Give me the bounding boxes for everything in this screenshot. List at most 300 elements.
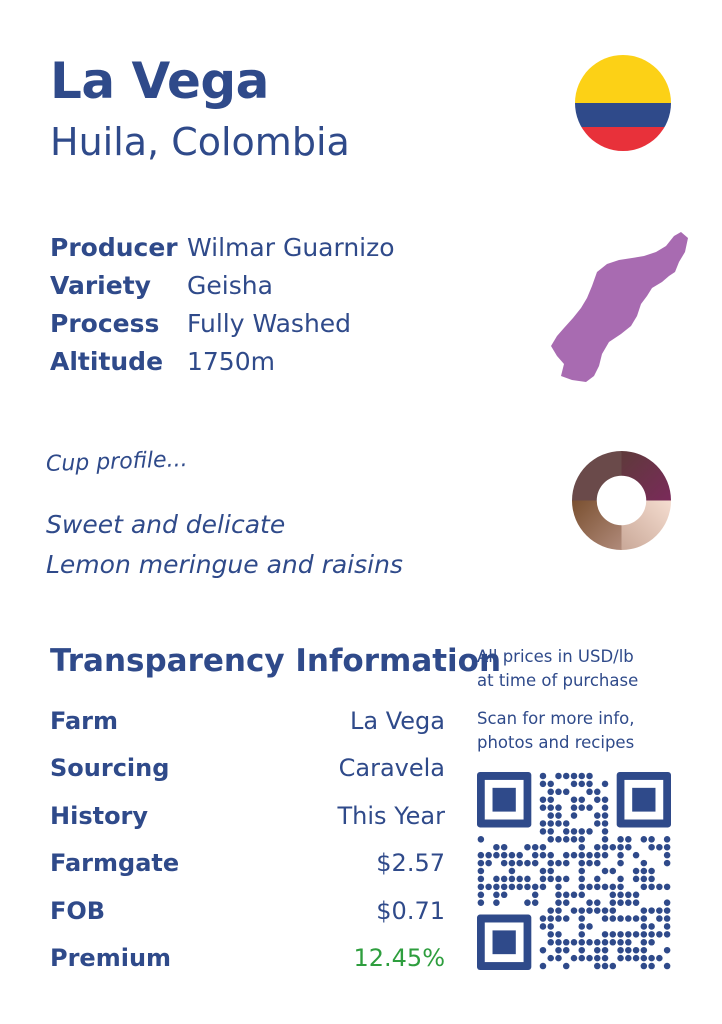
- qr-module: [641, 860, 648, 867]
- row-label: FOB: [50, 896, 106, 925]
- transparency-table: [50, 697, 445, 982]
- qr-module: [509, 876, 516, 883]
- qr-module: [594, 812, 601, 819]
- qr-module: [617, 947, 624, 954]
- qr-module: [610, 844, 617, 851]
- qr-module: [602, 844, 609, 851]
- cup-profile-heading: Cup profile...: [45, 447, 188, 477]
- cup-note: Sweet and delicate: [46, 510, 286, 539]
- qr-module: [493, 892, 500, 899]
- qr-module: [579, 828, 586, 835]
- qr-module: [563, 773, 570, 780]
- detail-label: Altitude: [50, 346, 164, 376]
- qr-module: [524, 876, 531, 883]
- qr-module: [579, 907, 586, 914]
- qr-module: [501, 876, 508, 883]
- detail-row-process: [50, 304, 395, 342]
- qr-module: [532, 884, 539, 891]
- qr-module: [610, 899, 617, 906]
- qr-module: [579, 773, 586, 780]
- qr-module: [555, 931, 562, 938]
- qr-module: [633, 947, 640, 954]
- qr-module: [641, 884, 648, 891]
- qr-module: [547, 939, 554, 946]
- qr-module: [617, 892, 624, 899]
- price-note: [477, 645, 638, 693]
- qr-module: [594, 820, 601, 827]
- detail-label: Variety: [50, 270, 151, 300]
- qr-module: [579, 884, 586, 891]
- qr-module: [478, 836, 485, 843]
- qr-module: [602, 820, 609, 827]
- qr-module: [648, 836, 655, 843]
- qr-module: [664, 923, 671, 930]
- qr-module: [563, 892, 570, 899]
- qr-module: [664, 852, 671, 859]
- qr-module: [579, 836, 586, 843]
- cup-note: Lemon meringue and raisins: [46, 550, 403, 579]
- qr-module: [540, 804, 547, 811]
- qr-module: [664, 860, 671, 867]
- qr-module: [516, 860, 523, 867]
- qr-module: [547, 923, 554, 930]
- qr-module: [617, 844, 624, 851]
- qr-module: [501, 860, 508, 867]
- qr-module: [656, 915, 663, 922]
- qr-module: [547, 804, 554, 811]
- detail-row-altitude: [50, 342, 395, 380]
- qr-module: [641, 836, 648, 843]
- qr-module: [594, 939, 601, 946]
- qr-module: [571, 812, 578, 819]
- qr-module: [648, 931, 655, 938]
- qr-module: [625, 955, 632, 962]
- qr-module: [617, 852, 624, 859]
- qr-module: [586, 939, 593, 946]
- qr-module: [594, 789, 601, 796]
- qr-module: [555, 773, 562, 780]
- qr-module: [664, 836, 671, 843]
- qr-module: [563, 939, 570, 946]
- qr-module: [532, 860, 539, 867]
- qr-module: [501, 844, 508, 851]
- qr-module: [617, 876, 624, 883]
- qr-module: [555, 884, 562, 891]
- qr-module: [633, 892, 640, 899]
- qr-module: [509, 860, 516, 867]
- qr-module: [602, 868, 609, 875]
- qr-module: [555, 812, 562, 819]
- qr-module: [664, 915, 671, 922]
- qr-module: [547, 789, 554, 796]
- qr-module: [478, 876, 485, 883]
- qr-module: [594, 947, 601, 954]
- qr-module: [625, 931, 632, 938]
- qr-module: [602, 836, 609, 843]
- qr-module: [563, 828, 570, 835]
- qr-module: [579, 892, 586, 899]
- qr-module: [571, 773, 578, 780]
- detail-label: Producer: [50, 232, 178, 262]
- qr-finder-top-right: [617, 772, 671, 827]
- qr-module: [579, 860, 586, 867]
- qr-module: [540, 828, 547, 835]
- qr-module: [617, 836, 624, 843]
- qr-module: [501, 892, 508, 899]
- qr-module: [540, 773, 547, 780]
- qr-module: [555, 789, 562, 796]
- qr-module: [547, 868, 554, 875]
- qr-module: [610, 939, 617, 946]
- row-label: Premium: [50, 944, 172, 973]
- qr-module: [493, 876, 500, 883]
- scan-note-line: photos and recipes: [477, 733, 635, 752]
- qr-module: [547, 915, 554, 922]
- qr-module: [579, 931, 586, 938]
- row-value: $2.57: [376, 849, 445, 878]
- qr-module: [610, 907, 617, 914]
- qr-module: [625, 844, 632, 851]
- qr-module: [579, 955, 586, 962]
- qr-module: [648, 884, 655, 891]
- qr-module: [648, 844, 655, 851]
- qr-module: [571, 852, 578, 859]
- huila-region-map-icon: [548, 228, 690, 384]
- qr-module: [617, 939, 624, 946]
- qr-module: [625, 939, 632, 946]
- qr-module: [579, 939, 586, 946]
- qr-module: [641, 915, 648, 922]
- qr-module: [532, 899, 539, 906]
- qr-module: [656, 955, 663, 962]
- qr-module: [586, 789, 593, 796]
- qr-module: [579, 781, 586, 788]
- qr-finder-top-left: [477, 772, 531, 827]
- qr-module: [656, 931, 663, 938]
- qr-module: [610, 931, 617, 938]
- qr-module: [540, 947, 547, 954]
- detail-row-variety: [50, 266, 395, 304]
- qr-module: [633, 852, 640, 859]
- qr-module: [493, 844, 500, 851]
- table-row: [50, 745, 445, 793]
- qr-module: [602, 812, 609, 819]
- qr-module: [610, 884, 617, 891]
- qr-module: [509, 868, 516, 875]
- qr-module: [493, 899, 500, 906]
- table-row: [50, 935, 445, 983]
- qr-module: [602, 955, 609, 962]
- qr-module: [633, 931, 640, 938]
- qr-module: [641, 931, 648, 938]
- qr-module: [664, 907, 671, 914]
- qr-module: [555, 820, 562, 827]
- qr-module: [602, 939, 609, 946]
- qr-module: [625, 836, 632, 843]
- detail-value: 1750m: [187, 346, 275, 376]
- table-row: [50, 840, 445, 888]
- detail-value: Wilmar Guarnizo: [187, 232, 395, 262]
- qr-module: [547, 836, 554, 843]
- table-row: [50, 887, 445, 935]
- qr-module: [586, 955, 593, 962]
- qr-module: [641, 947, 648, 954]
- qr-module: [586, 781, 593, 788]
- qr-module: [641, 868, 648, 875]
- cup-notes: [46, 505, 403, 585]
- qr-module: [563, 876, 570, 883]
- qr-module: [633, 899, 640, 906]
- qr-module: [648, 907, 655, 914]
- row-label: History: [50, 801, 149, 830]
- detail-row-producer: [50, 228, 395, 266]
- qr-module: [664, 947, 671, 954]
- qr-module: [586, 899, 593, 906]
- qr-module: [586, 923, 593, 930]
- qr-module: [563, 963, 570, 970]
- qr-module: [664, 931, 671, 938]
- qr-module: [586, 828, 593, 835]
- row-value: This Year: [337, 801, 445, 830]
- qr-module: [563, 899, 570, 906]
- qr-module: [555, 939, 562, 946]
- qr-module: [656, 884, 663, 891]
- qr-module: [648, 963, 655, 970]
- qr-module: [579, 852, 586, 859]
- qr-module: [594, 884, 601, 891]
- qr-module: [555, 915, 562, 922]
- qr-module: [579, 868, 586, 875]
- qr-module: [579, 804, 586, 811]
- qr-module: [664, 844, 671, 851]
- qr-module: [648, 939, 655, 946]
- qr-module: [571, 796, 578, 803]
- qr-module: [602, 804, 609, 811]
- qr-module: [509, 852, 516, 859]
- qr-module: [648, 923, 655, 930]
- qr-module: [563, 789, 570, 796]
- qr-module: [563, 860, 570, 867]
- qr-module: [610, 963, 617, 970]
- qr-module: [625, 947, 632, 954]
- qr-module: [547, 812, 554, 819]
- row-value: Caravela: [338, 754, 445, 783]
- qr-module: [563, 947, 570, 954]
- flavor-donut-icon: [572, 451, 671, 550]
- qr-module: [555, 947, 562, 954]
- qr-module: [617, 955, 624, 962]
- detail-value: Fully Washed: [187, 308, 352, 338]
- qr-module: [602, 931, 609, 938]
- qr-module: [547, 931, 554, 938]
- qr-module: [478, 892, 485, 899]
- qr-module: [547, 955, 554, 962]
- qr-module: [594, 876, 601, 883]
- qr-module: [586, 907, 593, 914]
- detail-label: Process: [50, 308, 160, 338]
- qr-module: [509, 884, 516, 891]
- qr-module: [547, 860, 554, 867]
- qr-module: [656, 844, 663, 851]
- qr-module: [625, 915, 632, 922]
- qr-module: [594, 844, 601, 851]
- qr-module: [555, 836, 562, 843]
- qr-module: [555, 804, 562, 811]
- qr-module: [540, 884, 547, 891]
- qr-module: [478, 899, 485, 906]
- qr-module: [501, 852, 508, 859]
- qr-module: [555, 860, 562, 867]
- qr-module: [617, 884, 624, 891]
- qr-module: [617, 915, 624, 922]
- qr-module: [547, 907, 554, 914]
- qr-module: [501, 884, 508, 891]
- qr-module: [602, 796, 609, 803]
- qr-module: [664, 884, 671, 891]
- qr-module: [571, 907, 578, 914]
- qr-module: [555, 907, 562, 914]
- qr-module: [563, 836, 570, 843]
- qr-module: [594, 860, 601, 867]
- qr-module: [641, 939, 648, 946]
- qr-module: [641, 876, 648, 883]
- qr-module: [524, 884, 531, 891]
- qr-module: [547, 781, 554, 788]
- row-value: La Vega: [350, 706, 445, 735]
- coffee-title: La Vega: [50, 52, 269, 110]
- qr-module: [540, 868, 547, 875]
- qr-module: [555, 899, 562, 906]
- qr-module: [594, 899, 601, 906]
- qr-module: [493, 852, 500, 859]
- qr-module: [579, 915, 586, 922]
- qr-module: [540, 820, 547, 827]
- qr-module: [579, 876, 586, 883]
- row-value: $0.71: [376, 896, 445, 925]
- qr-module: [571, 836, 578, 843]
- qr-module: [664, 899, 671, 906]
- transparency-title: Transparency Information: [50, 643, 502, 679]
- qr-module: [648, 868, 655, 875]
- qr-module: [602, 947, 609, 954]
- detail-value: Geisha: [187, 270, 273, 300]
- qr-module: [478, 868, 485, 875]
- qr-module: [524, 899, 531, 906]
- scan-note-line: Scan for more info,: [477, 709, 635, 728]
- qr-module: [532, 844, 539, 851]
- qr-module: [555, 892, 562, 899]
- qr-module: [563, 915, 570, 922]
- row-label: Sourcing: [50, 754, 170, 783]
- qr-module: [641, 955, 648, 962]
- qr-module: [602, 963, 609, 970]
- qr-module: [617, 860, 624, 867]
- qr-module: [571, 955, 578, 962]
- qr-module: [555, 876, 562, 883]
- qr-code-icon[interactable]: [477, 772, 671, 970]
- qr-module: [586, 852, 593, 859]
- qr-module: [478, 852, 485, 859]
- qr-module: [478, 860, 485, 867]
- qr-module: [547, 820, 554, 827]
- qr-module: [540, 963, 547, 970]
- price-note-line: All prices in USD/lb: [477, 647, 634, 666]
- qr-module: [602, 907, 609, 914]
- qr-module: [602, 828, 609, 835]
- row-label: Farm: [50, 706, 119, 735]
- qr-module: [516, 852, 523, 859]
- qr-module: [540, 796, 547, 803]
- qr-module: [493, 884, 500, 891]
- qr-module: [547, 828, 554, 835]
- qr-module: [579, 923, 586, 930]
- qr-module: [571, 939, 578, 946]
- qr-module: [610, 892, 617, 899]
- qr-module: [524, 860, 531, 867]
- qr-module: [485, 860, 492, 867]
- qr-module: [648, 876, 655, 883]
- scan-note: [477, 707, 634, 755]
- qr-module: [547, 852, 554, 859]
- qr-module: [602, 884, 609, 891]
- qr-module: [617, 899, 624, 906]
- qr-module: [633, 955, 640, 962]
- qr-module: [586, 884, 593, 891]
- qr-module: [633, 868, 640, 875]
- premium-value: 12.45%: [353, 944, 445, 973]
- table-row: [50, 697, 445, 745]
- qr-module: [516, 876, 523, 883]
- qr-module: [571, 828, 578, 835]
- qr-module: [540, 852, 547, 859]
- qr-module: [625, 899, 632, 906]
- qr-module: [524, 844, 531, 851]
- qr-module: [641, 923, 648, 930]
- qr-module: [648, 955, 655, 962]
- qr-module: [563, 820, 570, 827]
- qr-module: [641, 907, 648, 914]
- qr-module: [555, 955, 562, 962]
- qr-module: [579, 844, 586, 851]
- qr-finder-bottom-left: [477, 915, 531, 970]
- qr-module: [586, 773, 593, 780]
- qr-module: [478, 884, 485, 891]
- qr-module: [540, 781, 547, 788]
- qr-module: [610, 868, 617, 875]
- qr-module: [485, 852, 492, 859]
- qr-module: [602, 852, 609, 859]
- qr-module: [532, 852, 539, 859]
- qr-module: [617, 931, 624, 938]
- qr-module: [516, 884, 523, 891]
- colombia-flag-icon: [575, 55, 671, 151]
- qr-module: [579, 947, 586, 954]
- qr-module: [485, 884, 492, 891]
- qr-module: [547, 876, 554, 883]
- qr-module: [594, 852, 601, 859]
- qr-module: [571, 892, 578, 899]
- row-label: Farmgate: [50, 849, 180, 878]
- price-note-line: at time of purchase: [477, 671, 639, 690]
- qr-module: [594, 907, 601, 914]
- qr-module: [594, 796, 601, 803]
- qr-module: [664, 963, 671, 970]
- qr-module: [540, 844, 547, 851]
- qr-module: [594, 963, 601, 970]
- qr-module: [563, 852, 570, 859]
- qr-module: [586, 860, 593, 867]
- coffee-details: [50, 228, 395, 380]
